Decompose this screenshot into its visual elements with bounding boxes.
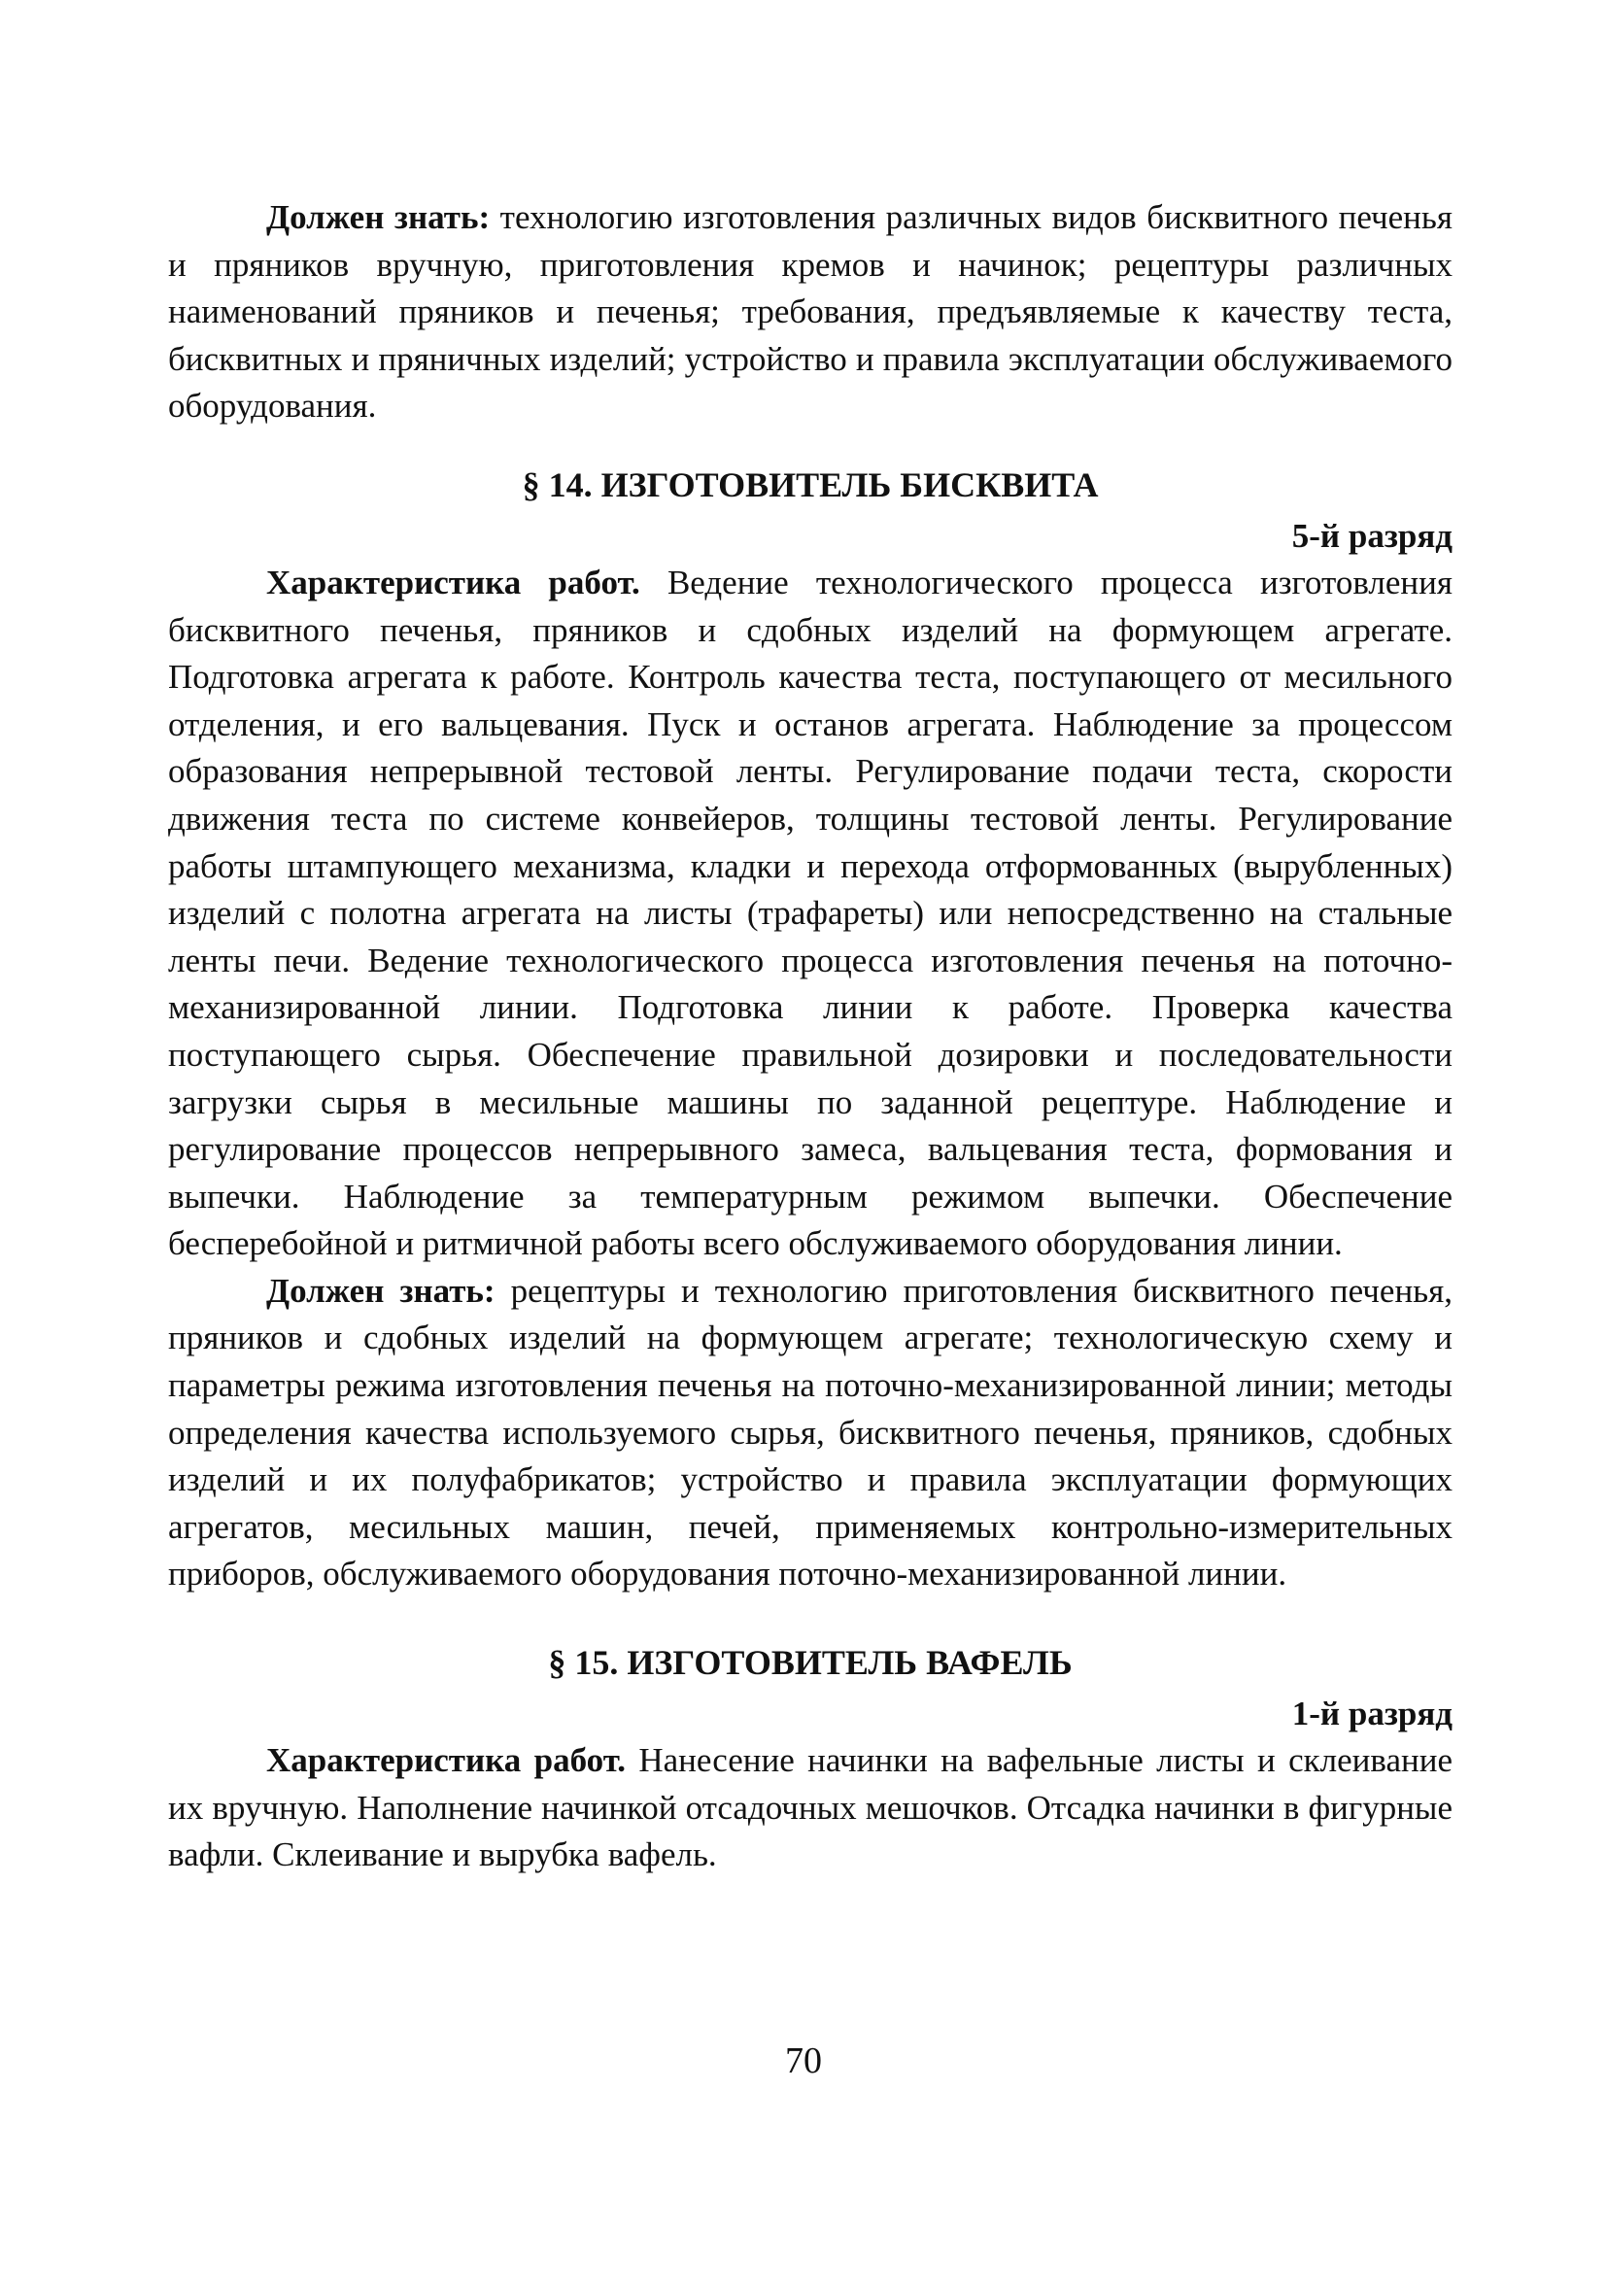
intro-lead: Должен знать:: [266, 198, 491, 236]
section-15-characteristics: [168, 1737, 1453, 1879]
section-14-characteristics-text: Ведение технологического процесса изготовления бисквитного печенья, пряников и сдобных изделий на формующем агрегате. Подготовка агрегата к работе. Контроль качества теста, поступающего от месильного отделения, и его вальцевания. Пуск и останов агрегата. Наблюдение за процессом образования непрерывной тестовой ленты. Регулирование подачи теста, скорости движения теста по системе конвейеров, толщины тестовой ленты. Регулирование работы штампующего механизма, кладки и перехода отформованных (вырубленных) изделий с полотна агрегата на листы (трафареты) или непосредственно на стальные ленты печи. Ведение технологического процесса изготовления печенья на поточно- механизированной линии. Подготовка линии к работе. Проверка качества поступающего сырья. Обеспечение правильной дозировки и последовательности загрузки сырья в месильные машины по заданной рецептуре. Наблюдение и регулирование процессов непрерывного замеса, вальцевания теста, формования и выпечки. Наблюдение за температурным режимом выпечки. Обеспечение бесперебойной и ритмичной работы всего обслуживаемого оборудования линии.: [168, 563, 1453, 1263]
section-14-characteristics-lead: Характеристика работ.: [266, 563, 640, 601]
section-14-title: § 14. ИЗГОТОВИТЕЛЬ БИСКВИТА: [522, 464, 1099, 504]
section-15-grade: 1-й разряд: [1291, 1695, 1453, 1733]
page-number: 70: [785, 2040, 822, 2081]
section-15-characteristics-text: Нанесение начинки на вафельные листы и склеивание их вручную. Наполнение начинкой отсадочных мешочков. Отсадка начинки в фигурные вафли. Склеивание и вырубка вафель.: [168, 1741, 1453, 1874]
document-page: [168, 194, 1453, 1879]
section-14-grade: 5-й разряд: [1291, 516, 1453, 555]
intro-paragraph: [168, 194, 1453, 430]
intro-text: технологию изготовления различных видов бисквитного печенья и пряников вручную, приготовления кремов и начинок; рецептуры различных наименований пряников и печенья; требования, предъявляемые к качеству теста, бисквитных и пряничных изделий; устройство и правила эксплуатации обслуживаемого оборудования.: [168, 198, 1453, 426]
section-15-title: § 15. ИЗГОТОВИТЕЛЬ ВАФЕЛЬ: [548, 1643, 1073, 1683]
section-14-knowledge-text: рецептуры и технологию приготовления бисквитного печенья, пряников и сдобных изделий на формующем агрегате; технологическую схему и параметры режима изготовления печенья на поточно-механизированной линии; методы определения качества используемого сырья, бисквитного печенья, пряников, сдобных изделий и их полуфабрикатов; устройство и правила эксплуатации формующих агрегатов, месильных машин, печей, применяемых контрольно-измерительных приборов, обслуживаемого оборудования поточно-механизированной линии.: [168, 1271, 1453, 1593]
section-14-knowledge-lead: Должен знать:: [266, 1271, 496, 1310]
section-15-characteristics-lead: Характеристика работ.: [266, 1741, 626, 1780]
section-14-knowledge: [168, 1268, 1453, 1598]
section-14-characteristics: [168, 560, 1453, 1268]
